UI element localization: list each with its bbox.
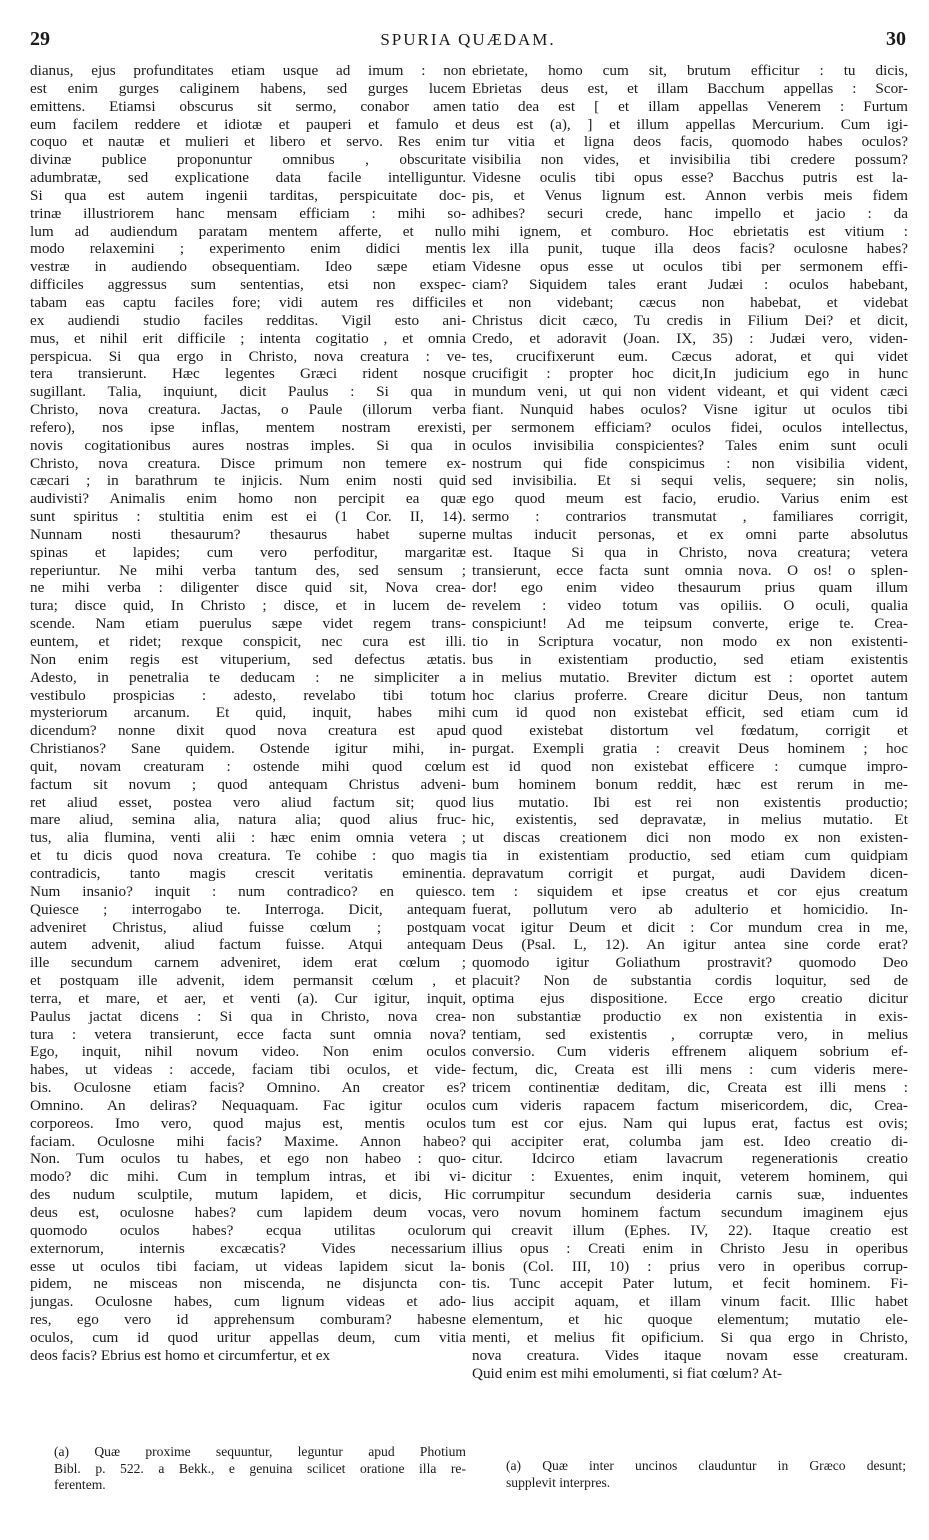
text-line: optima ejus dispositione. Ecce ergo creatio dicitur [472, 989, 908, 1007]
page-header [30, 28, 906, 54]
text-line: et non videbant; cæcus non habebat, et videbat [472, 293, 908, 311]
text-line: deos facis? Ebrius est homo et circumfertur, et ex [30, 1346, 331, 1364]
text-line: elementum, et hic quoque elementum; mutatio ele- [472, 1311, 908, 1329]
text-line: deus est (a), ] et illum appellas Mercurium. Cum igi- [472, 115, 908, 133]
text-line: res, ego vero id apprehensum comburam? habesne [30, 1311, 466, 1329]
text-line: Nunnam nosti thesaurum? thesaurus habet superne [30, 525, 466, 543]
text-line: tio in Scriptura vocatur, non modo ex non existenti- [472, 633, 908, 650]
text-line: tura; disce quid, In Christo ; disce, et in lucem de- [30, 597, 466, 615]
text-line: ut discas creationem dici non modo ex non existen- [472, 829, 908, 847]
text-line: eum facilem reddere et idiotæ et pauperi et famulo et [30, 115, 466, 133]
text-line: dor! ego enim video thesaurum prius quam illum [472, 579, 908, 597]
text-line: tentiam, sed existentis , corruptæ vero, in melius [472, 1025, 908, 1043]
text-line: pis, et Venus lignum est. Annon verbis meis fidem [472, 186, 908, 204]
text-line: tem : siquidem et ipse creatus et cor ejus creatum [472, 882, 908, 900]
text-line: est enim gurges caliginem habens, sed gurges lucem [30, 79, 466, 97]
text-line: faciam. Oculosne mihi facis? Maxime. Annon habeo? [30, 1132, 466, 1150]
text-line: Videsne oculis tibi opus esse? Bacchus putris est la- [472, 169, 908, 187]
text-line: sed invisibilia. Et si sequi velis, sequere; sin nolis, [472, 472, 908, 490]
text-line: Si qua est autem ingenii tarditas, perspicuitate doc- [30, 186, 466, 204]
text-line: Quid enim est mihi emolumenti, si fiat cœlum? At- [472, 1364, 783, 1382]
text-line: tera transierunt. Hæc legentes Græci rident nosque [30, 365, 466, 383]
text-line: placuit? Non de substantia cordis loquitur, sed de [472, 972, 908, 990]
text-line: pidem, ne misceas non miscenda, ne disjuncta con- [30, 1275, 466, 1293]
text-line: mundum veni, ut qui non vident videant, et qui vident cæci [472, 383, 908, 401]
text-line: audivisti? Animalis enim homo non percipit ea quæ [30, 490, 466, 508]
right-column-number: 30 [886, 28, 906, 50]
text-line: tatio dea est [ et illam appellas Venerem : Furtum [472, 97, 908, 115]
text-line: tura : vetera transierunt, ecce facta sunt omnia nova? [30, 1025, 466, 1043]
right-text-column [472, 62, 908, 1382]
text-line: dianus, ejus profunditates etiam usque ad imum : non [30, 62, 466, 79]
text-line: Christus dicit cæco, Tu credis in Filium Dei? et dicit, [472, 311, 908, 329]
footnote-line: Bibl. p. 522. a Bekk., e genuina scilicet oratione illa re- [54, 1460, 466, 1476]
text-line: deus est, oculosne habes? cum lapidem deum vocas, [30, 1204, 466, 1221]
text-line: cum videris rapacem factum misericordem, dic, Crea- [472, 1096, 908, 1114]
text-line: tes, crucifixerunt eum. Cæcus adorat, et qui videt [472, 347, 908, 365]
text-line: Videsne opus esse ut oculos tibi per sermonem effi- [472, 258, 908, 276]
text-line: lum ad audiendum paratam mentem afferte, et nullo [30, 222, 466, 240]
text-line: multas inducit personas, et ex omni parte absolutus [472, 525, 908, 543]
text-line: non substantiæ productio ex non existentia in exis- [472, 1007, 908, 1025]
text-line: est id quod non existebat efficere : cumque impro- [472, 757, 908, 775]
left-text-column [30, 62, 466, 1365]
text-line: Ebrietas deus est, et illam Bacchum appellas : Scor- [472, 79, 908, 97]
footnote-line: (a) Quæ proxime sequuntur, leguntur apud Photium [54, 1444, 466, 1459]
text-line: Christo, nova creatura. Disce primum non temere ex- [30, 454, 466, 472]
text-line: quomodo oculos habes? ecqua utilitas oculorum [30, 1221, 466, 1239]
text-line: refero), nos ipse inflas, mentem nostram erexisti, [30, 418, 466, 436]
text-line: Num insanio? inquit : num contradico? en quiesco. [30, 882, 466, 900]
text-line: lius mutatio. Ibi est rei non existentis productio; [472, 793, 908, 811]
text-line: tia in existentiam productio, sed etiam cum quidpiam [472, 847, 908, 865]
text-line: euntem, et ridet; rexque conspicit, nec cura est illi. [30, 633, 466, 650]
text-line: revelem : video totum vas opiliis. O oculi, qualia [472, 597, 908, 615]
footnote-line: (a) Quæ inter uncinos clauduntur in Græco desunt; [506, 1458, 906, 1473]
text-line: tus, alia flumina, venti alii : hæc enim omnia vetera ; [30, 829, 466, 847]
text-line: tabam eas captu faciles fore; vidi autem res difficiles [30, 293, 466, 311]
text-line: vocat igitur Deum et dicit : Cor mundum crea in me, [472, 918, 908, 936]
text-line: quod existebat distortum vel fœdatum, corrigit et [472, 722, 908, 740]
text-line: transierunt, ecce facta sunt omnia nova. O os! o splen- [472, 561, 908, 579]
text-line: difficiles aggressus sum sententias, etsi non exspec- [30, 276, 466, 294]
text-line: tis. Tunc accepit Pater lutum, et fecit hominem. Fi- [472, 1275, 908, 1293]
text-line: ille secundum carnem adveniret, idem erat cœlum ; [30, 954, 466, 972]
text-line: cum id quod non existebat efficit, sed etiam cum id [472, 704, 908, 722]
text-line: divinæ publice proponuntur omnibus , obscuritate [30, 151, 466, 169]
text-line: crucifigit : propter hoc dicit,In judicium ego in hunc [472, 365, 908, 383]
text-line: fectum, dic, Creata est illi mens : cum videris mere- [472, 1061, 908, 1079]
left-column-number: 29 [30, 28, 50, 50]
text-line: hic, existentis, sed depravatæ, in melius mutatio. Et [472, 811, 908, 829]
text-line: conspiciunt! Ad me teipsum converte, erige te. Crea- [472, 615, 908, 633]
text-line: perspicua. Si qua ergo in Christo, nova creatura : ve- [30, 347, 466, 365]
text-line: bonis (Col. III, 10) : prius vero in operibus corrup- [472, 1257, 908, 1275]
text-line: mysteriorum arcanum. Et quid, inquit, habes mihi [30, 704, 466, 722]
text-line: ne mihi verba : diligenter disce quid sit, Nova crea- [30, 579, 466, 597]
text-line: dicendum? nonne dixit quod nova creatura est apud [30, 722, 466, 740]
text-line: nova creatura. Vides itaque novam esse creaturam. [472, 1346, 908, 1364]
text-line: mihi ignem, et comburo. Hoc ebrietatis est vitium : [472, 222, 908, 240]
text-line: vero novum hominem factum secundum imaginem ejus [472, 1204, 908, 1221]
text-line: lex illa punit, tuque illa deos facis? oculosne habes? [472, 240, 908, 258]
text-line: autem advenit, aliud factum fuisse. Atqui antequam [30, 936, 466, 954]
text-line: ebrietate, homo cum sit, brutum efficitur : tu dicis, [472, 62, 908, 79]
text-line: hoc clarius proferre. Creare dicitur Deus, non tantum [472, 686, 908, 704]
text-line: per sermonem efficiam? oculos fidei, oculos intellectus, [472, 418, 908, 436]
text-line: corrumpitur secundum desideria carnis suæ, induentes [472, 1186, 908, 1204]
text-line: novis cogitationibus aures nostras imples. Si qua in [30, 436, 466, 454]
text-line: ret aliud esset, postea vero aliud factum sit; quod [30, 793, 466, 811]
text-line: illius opus : Creati enim in Christo Jesu in operibus [472, 1239, 908, 1257]
text-line: externorum, internis excæcatis? Vides necessarium [30, 1239, 466, 1257]
text-line: bus in existentiam productio, sed etiam existentis [472, 650, 908, 668]
right-footnote [506, 1458, 906, 1491]
text-line: fiant. Nunquid habes oculos? Visne igitur ut oculos tibi [472, 401, 908, 419]
footnote-line: ferentem. [54, 1477, 106, 1492]
text-line: mus, et nihil erit difficile ; intenta cogitatio , et omnia [30, 329, 466, 347]
text-line: bis. Oculosne etiam facis? Omnino. An creator es? [30, 1079, 466, 1097]
text-line: habes, ut videas : accede, faciam tibi oculos, et vide- [30, 1061, 466, 1079]
text-line: modo? dic mihi. Cum in templum intras, et ibi vi- [30, 1168, 466, 1186]
text-line: quomodo igitur Goliathum prostravit? quomodo Deo [472, 954, 908, 972]
text-line: Credo, et adoravit (Joan. IX, 35) : Judæi vero, viden- [472, 329, 908, 347]
text-line: fuerat, pollutum vero ab adulterio et homicidio. In- [472, 900, 908, 918]
text-line: et postquam ille advenit, idem permansit cœlum , et [30, 972, 466, 990]
text-line: dicitur : Exuentes, enim inquit, veterem hominem, qui [472, 1168, 908, 1186]
text-line: ex audiendi studio faciles redditas. Vigil esto ani- [30, 311, 466, 329]
text-line: oculos, cum id quod uritur appellas deum, cum vitia [30, 1328, 466, 1346]
text-line: visibilia non vides, et invisibilia tibi credere possum? [472, 151, 908, 169]
text-line: reperiuntur. Ne mihi verba tantum des, sed sensum ; [30, 561, 466, 579]
text-line: tur vitia et ligna deos facis, quomodo habes oculos? [472, 133, 908, 151]
text-line: Quiesce ; interrogabo te. Interroga. Dicit, antequam [30, 900, 466, 918]
text-line: in melius mutatio. Breviter dictum est : oportet autem [472, 668, 908, 686]
text-line: depravatum corrigit et purgat, audi Davidem dicen- [472, 864, 908, 882]
text-line: vestræ in audiendo obsequentiam. Ideo sæpe etiam [30, 258, 466, 276]
text-line: oculos invisibilia conspicientes? Tales enim sunt oculi [472, 436, 908, 454]
text-line: sermo : contrarios transmutat , familiares corrigit, [472, 508, 908, 526]
text-line: adumbratæ, sed explicatione data facile intelliguntur. [30, 169, 466, 187]
text-line: ego quod meum est facio, erudio. Varius enim est [472, 490, 908, 508]
text-line: Adesto, in penetralia te deducam : ne simpliciter a [30, 668, 466, 686]
text-line: trinæ illustriorem hanc mensam efficiam : mihi so- [30, 204, 466, 222]
text-line: esse ut oculos tibi faciam, ut videas lapidem sicut la- [30, 1257, 466, 1275]
text-line: terra, et mare, et aer, et venti (a). Cur igitur, inquit, [30, 989, 466, 1007]
text-line: bum hominem bonum reddit, hæc est rerum in me- [472, 775, 908, 793]
text-line: Non enim regis est vituperium, sed defectus ætatis. [30, 650, 466, 668]
text-line: Non. Tum oculos tu habes, et ego non habeo : quo- [30, 1150, 466, 1168]
footnote-line: supplevit interpres. [506, 1474, 611, 1490]
text-line: Christianos? Sane quidem. Ostende igitur mihi, in- [30, 740, 466, 758]
running-title: SPURIA QUÆDAM. [380, 30, 556, 49]
text-line: et tu dicis quod nova creatura. Te cohibe : quo magis [30, 847, 466, 865]
text-line: factum sit novum ; quod antequam Christus adveni- [30, 775, 466, 793]
text-line: cæcari ; in barathrum te injicis. Num enim nosti quid [30, 472, 466, 490]
text-line: Paulus jactat dicens : Si qua in Christo, nova crea- [30, 1007, 466, 1025]
text-line: mare aliud, semina alia, natura alia; quod alius fruc- [30, 811, 466, 829]
text-line: lius accipit aquam, et illam vinum facit. Illic habet [472, 1293, 908, 1311]
text-line: conversio. Cum videris effrenem aliquem sobrium ef- [472, 1043, 908, 1061]
text-line: sugillant. Talia, inquiunt, dicit Paulus : Si qua in [30, 383, 466, 401]
text-line: scende. Nam etiam puerulus sæpe videt regem trans- [30, 615, 466, 633]
text-line: Christo, nova creatura. Jactas, o Paule (illorum verba [30, 401, 466, 419]
text-line: nostrum qui fide conspicimus : non visibilia vident, [472, 454, 908, 472]
text-line: emittens. Etiamsi obscurus sit sermo, conabor amen [30, 97, 466, 115]
text-line: corporeos. Imo vero, quod majus est, mentis oculos [30, 1114, 466, 1132]
text-line: quit, novam creaturam : ostende mihi quod cœlum [30, 757, 466, 775]
text-line: sunt spiritus : stultitia enim est ei (1 Cor. II, 14). [30, 508, 466, 526]
text-line: jungas. Oculosne habes, cum lignum videas et ado- [30, 1293, 466, 1311]
text-line: Omnino. An deliras? Nequaquam. Fac igitur oculos [30, 1096, 466, 1114]
text-line: adveniret Christus, aliud fuisse cœlum ; postquam [30, 918, 466, 936]
text-line: citur. Idcirco etiam lavacrum regenerationis creatio [472, 1150, 908, 1168]
text-line: purgat. Exempli gratia : creavit Deus hominem ; hoc [472, 740, 908, 758]
text-line: contradicis, tanto magis crescit veritatis eminentia. [30, 864, 466, 882]
text-line: vestibulo prospicias : adesto, revelabo tibi totum [30, 686, 466, 704]
text-line: est. Itaque Si qua in Christo, nova creatura; vetera [472, 543, 908, 561]
text-line: tricem continentiæ deditam, dic, Creata est illi mens : [472, 1079, 908, 1097]
text-line: ciam? Siquidem tales erant Judæi : oculos habebant, [472, 276, 908, 294]
text-line: tum est cor ejus. Nam qui lupus erat, factus est ovis; [472, 1114, 908, 1132]
text-line: Ego, inquit, nihil novum video. Non enim oculos [30, 1043, 466, 1061]
left-footnote [54, 1444, 466, 1494]
text-line: qui creavit illum (Ephes. IV, 22). Itaque creatio est [472, 1221, 908, 1239]
text-line: adhibes? securi crede, hanc impello et jacio : da [472, 204, 908, 222]
text-line: spinas et lapides; cum vero perfoditur, margaritæ [30, 543, 466, 561]
text-line: qui accipiter erat, columba jam est. Ideo creatio di- [472, 1132, 908, 1150]
text-line: des nudum sculptile, mutum lapidem, et dicis, Hic [30, 1186, 466, 1204]
text-line: modo relaxemini ; experimento enim didici mentis [30, 240, 466, 258]
text-line: coquo et nautæ et mulieri et libero et servo. Res enim [30, 133, 466, 151]
text-line: menti, et melius fit opificium. Si qua ergo in Christo, [472, 1328, 908, 1346]
text-line: Deus (Psal. L, 12). An igitur antea sine corde erat? [472, 936, 908, 954]
